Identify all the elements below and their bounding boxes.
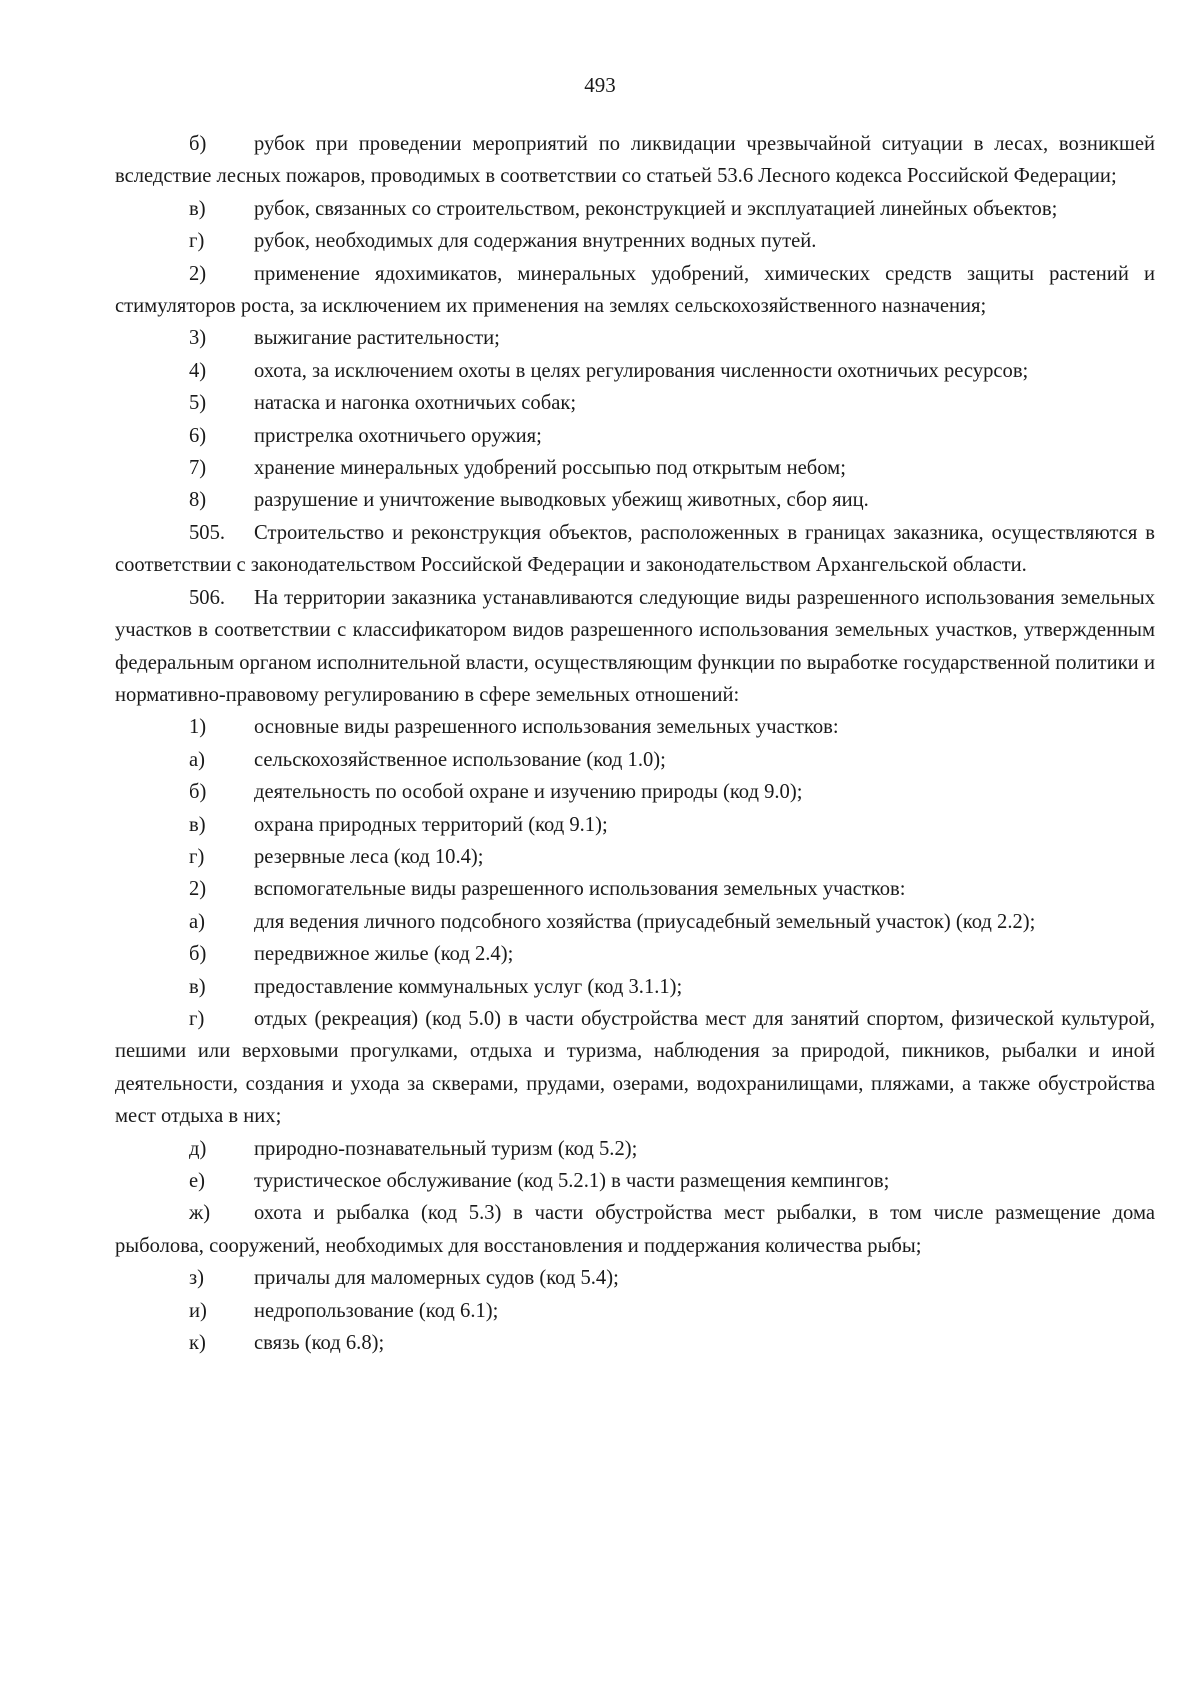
item-text: охота, за исключением охоты в целях регулирования численности охотничьих ресурсов; (254, 359, 1029, 382)
list-item (115, 744, 1155, 776)
item-number: 1) (189, 716, 207, 739)
item-number: д) (189, 1137, 207, 1160)
list-item (115, 1295, 1155, 1327)
item-text: На территории заказника устанавливаются следующие виды разрешенного использования земельных участков в соответствии с классификатором видов разрешенного использования земельных участков, утвержденным федеральным органом исполнительной власти, осуществляющим функции по выработке государственной политики и нормативно-правовому регулированию в сфере земельных отношений: (115, 586, 1155, 706)
list-item (115, 420, 1155, 452)
list-item (115, 971, 1155, 1003)
list-item (115, 322, 1155, 354)
item-number: 5) (189, 392, 207, 415)
item-number: 4) (189, 359, 207, 382)
item-text: охрана природных территорий (код 9.1); (254, 813, 608, 836)
item-text: резервные леса (код 10.4); (254, 845, 484, 868)
item-text: рубок, связанных со строительством, реконструкцией и эксплуатацией линейных объектов; (254, 197, 1058, 220)
item-number: з) (189, 1267, 204, 1290)
list-item (115, 484, 1155, 516)
item-text: недропользование (код 6.1); (254, 1299, 499, 1322)
item-number: к) (189, 1332, 206, 1355)
item-number: е) (189, 1170, 205, 1192)
item-text: натаска и нагонка охотничьих собак; (254, 392, 577, 415)
list-item (115, 938, 1155, 970)
item-number: б) (189, 781, 207, 804)
list-item (115, 225, 1155, 257)
list-item (115, 1197, 1155, 1262)
list-item (115, 128, 1155, 193)
item-number: б) (189, 943, 207, 966)
item-number: г) (189, 1007, 205, 1030)
item-text: туристическое обслуживание (код 5.2.1) в части размещения кемпингов; (254, 1170, 890, 1192)
item-text: связь (код 6.8); (254, 1332, 385, 1355)
item-text: основные виды разрешенного использования земельных участков: (254, 716, 839, 739)
item-text: применение ядохимикатов, минеральных удобрений, химических средств защиты растений и стимуляторов роста, за исключением их применения на землях сельскохозяйственного назначения; (115, 262, 1155, 318)
item-number: а) (189, 748, 205, 771)
list-item (115, 906, 1155, 938)
item-text: предоставление коммунальных услуг (код 3.1.1); (254, 975, 683, 998)
list-item (115, 517, 1155, 582)
list-item (115, 1262, 1155, 1294)
item-text: Строительство и реконструкция объектов, расположенных в границах заказника, осуществляются в соответствии с законодательством Российской Федерации и законодательством Архангельской области. (115, 521, 1155, 577)
list-item (115, 1165, 1155, 1197)
item-text: охота и рыбалка (код 5.3) в части обустройства мест рыбалки, в том числе размещение дома рыболова, сооружений, необходимых для восстановления и поддержания количества рыбы; (115, 1202, 1155, 1257)
item-text: хранение минеральных удобрений россыпью под открытым небом; (254, 457, 846, 480)
item-text: выжигание растительности; (254, 327, 500, 350)
item-number: 8) (189, 489, 207, 512)
item-number: г) (189, 230, 205, 253)
item-text: сельскохозяйственное использование (код 1.0); (254, 748, 666, 771)
list-item (115, 1003, 1155, 1133)
list-item (115, 582, 1155, 712)
item-text: причалы для маломерных судов (код 5.4); (254, 1267, 619, 1290)
item-number: в) (189, 975, 206, 998)
item-text: для ведения личного подсобного хозяйства (приусадебный земельный участок) (код 2.2); (254, 910, 1036, 933)
list-item (115, 1133, 1155, 1165)
list-item (115, 258, 1155, 323)
list-item (115, 193, 1155, 225)
document-body (115, 128, 1155, 1359)
item-number: в) (189, 813, 206, 836)
list-item (115, 355, 1155, 387)
item-number: 505. (189, 521, 226, 544)
list-item (115, 809, 1155, 841)
item-number: ж) (189, 1202, 211, 1225)
item-text: рубок, необходимых для содержания внутренних водных путей. (254, 230, 817, 253)
item-number: г) (189, 845, 205, 868)
item-text: разрушение и уничтожение выводковых убежищ животных, сбор яиц. (254, 489, 869, 512)
item-number: б) (189, 133, 207, 155)
item-number: 2) (189, 262, 207, 285)
item-text: передвижное жилье (код 2.4); (254, 943, 514, 966)
item-number: 6) (189, 424, 207, 447)
item-text: отдых (рекреация) (код 5.0) в части обустройства мест для занятий спортом, физической культурой, пешими или верховыми прогулками, отдыха и туризма, наблюдения за природой, пикников, рыбалки и иной деятельности, создания и ухода за скверами, прудами, озерами, водохранилищами, пляжами, а также обустройства мест отдыха в них; (115, 1007, 1155, 1128)
item-number: а) (189, 910, 205, 933)
item-text: деятельность по особой охране и изучению природы (код 9.0); (254, 781, 803, 804)
item-text: пристрелка охотничьего оружия; (254, 424, 542, 447)
item-text: природно-познавательный туризм (код 5.2); (254, 1137, 638, 1160)
list-item (115, 1327, 1155, 1359)
item-text: вспомогательные виды разрешенного использования земельных участков: (254, 878, 906, 901)
list-item (115, 387, 1155, 419)
list-item (115, 873, 1155, 905)
item-number: и) (189, 1299, 207, 1322)
item-text: рубок при проведении мероприятий по ликвидации чрезвычайной ситуации в лесах, возникшей вследствие лесных пожаров, проводимых в соответствии со статьей 53.6 Лесного кодекса Российской Федерации; (115, 133, 1155, 188)
item-number: 3) (189, 327, 207, 350)
list-item (115, 452, 1155, 484)
list-item (115, 711, 1155, 743)
list-item (115, 841, 1155, 873)
item-number: 506. (189, 586, 226, 609)
item-number: в) (189, 197, 206, 220)
page-number: 493 (584, 73, 616, 97)
item-number: 7) (189, 457, 207, 480)
item-number: 2) (189, 878, 207, 901)
list-item (115, 776, 1155, 808)
